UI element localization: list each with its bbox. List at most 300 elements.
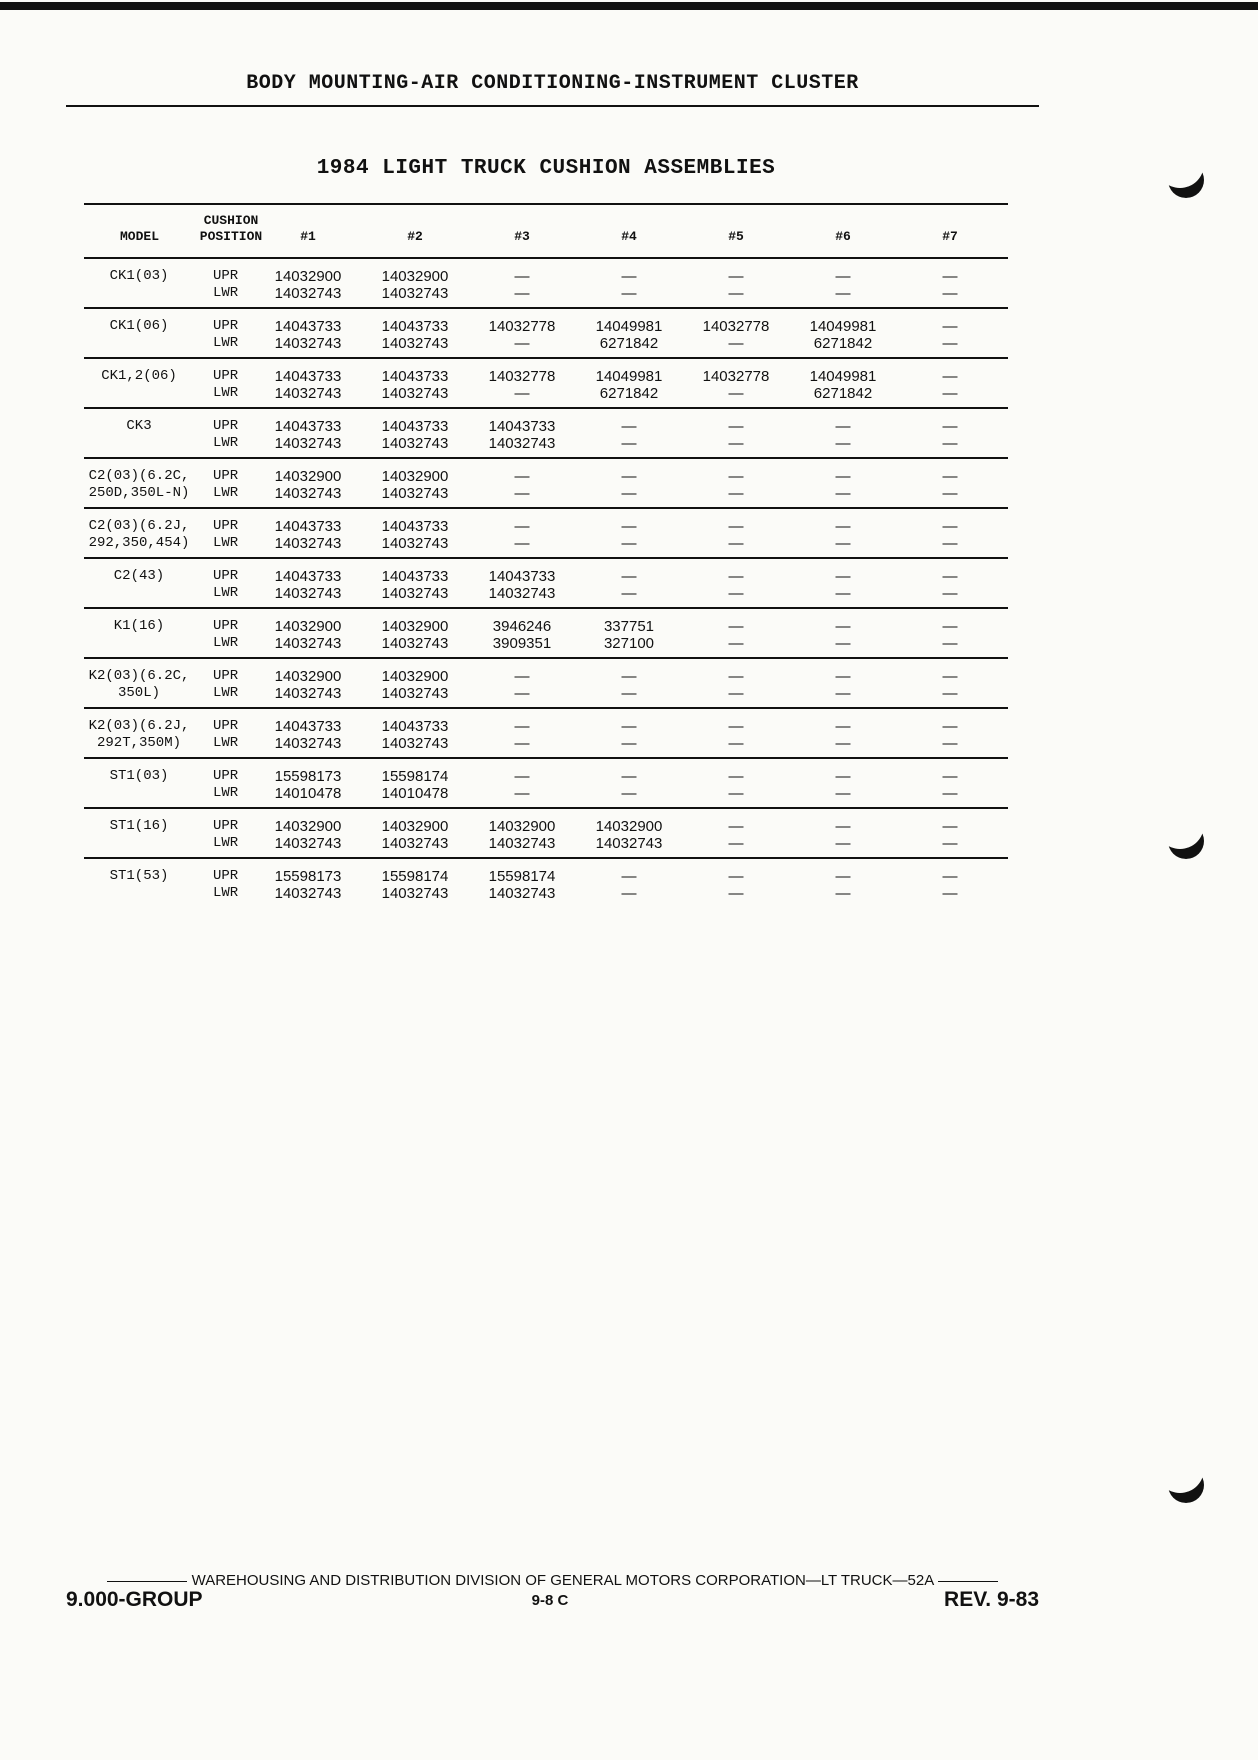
part-cell-col-7 bbox=[902, 468, 998, 502]
dash-value: — bbox=[514, 468, 530, 485]
position-cell bbox=[213, 618, 238, 652]
dash-value: — bbox=[835, 535, 851, 552]
part-number: 14049981 bbox=[595, 318, 663, 335]
part-number: 14032743 bbox=[274, 735, 342, 752]
dash-value: — bbox=[835, 585, 851, 602]
position-line: LWR bbox=[213, 835, 239, 851]
dash-value: — bbox=[728, 685, 744, 702]
part-cell-col-3 bbox=[474, 668, 570, 702]
position-line: UPR bbox=[213, 268, 239, 284]
dash-value: — bbox=[514, 685, 530, 702]
position-line: LWR bbox=[213, 685, 239, 701]
part-cell-col-7 bbox=[902, 718, 998, 752]
model-line: K1(16) bbox=[113, 618, 165, 634]
header-col-6: #6 bbox=[835, 229, 851, 244]
table-row bbox=[84, 359, 1008, 409]
dash-value: — bbox=[621, 285, 637, 302]
dash-value: — bbox=[835, 735, 851, 752]
part-cell-col-3 bbox=[474, 468, 570, 502]
position-line: UPR bbox=[213, 518, 239, 534]
part-cell-col-6 bbox=[795, 718, 891, 752]
part-cell-col-2 bbox=[367, 668, 463, 702]
model-line: C2(03)(6.2J, bbox=[88, 518, 190, 534]
part-cell-col-6 bbox=[795, 518, 891, 552]
part-cell-col-3 bbox=[474, 268, 570, 302]
position-line: UPR bbox=[213, 768, 239, 784]
dash-value: — bbox=[728, 585, 744, 602]
part-cell-col-7 bbox=[902, 518, 998, 552]
dash-value: — bbox=[835, 835, 851, 852]
part-cell-col-5 bbox=[688, 718, 784, 752]
position-line: LWR bbox=[213, 635, 239, 651]
part-cell-col-1 bbox=[260, 618, 356, 652]
dash-value: — bbox=[942, 518, 958, 535]
dash-value: — bbox=[835, 668, 851, 685]
part-cell-col-1 bbox=[260, 318, 356, 352]
dash-value: — bbox=[835, 818, 851, 835]
dash-value: — bbox=[728, 518, 744, 535]
position-line: LWR bbox=[213, 385, 239, 401]
dash-value: — bbox=[835, 435, 851, 452]
position-cell bbox=[213, 718, 238, 752]
part-number: 6271842 bbox=[599, 385, 659, 402]
part-cell-col-5 bbox=[688, 318, 784, 352]
dash-value: — bbox=[621, 518, 637, 535]
part-number: 15598174 bbox=[381, 768, 449, 785]
part-number: 6271842 bbox=[599, 335, 659, 352]
part-cell-col-4 bbox=[581, 368, 677, 402]
part-cell-col-2 bbox=[367, 618, 463, 652]
part-cell-col-7 bbox=[902, 818, 998, 852]
part-cell-col-3 bbox=[474, 418, 570, 452]
part-cell-col-4 bbox=[581, 668, 677, 702]
part-cell-col-7 bbox=[902, 568, 998, 602]
dash-value: — bbox=[621, 685, 637, 702]
dash-value: — bbox=[621, 468, 637, 485]
dash-value: — bbox=[835, 568, 851, 585]
part-number: 14032743 bbox=[595, 835, 663, 852]
part-number: 14049981 bbox=[595, 368, 663, 385]
part-cell-col-7 bbox=[902, 668, 998, 702]
part-number: 14043733 bbox=[274, 418, 342, 435]
position-cell bbox=[213, 518, 238, 552]
part-number: 14032743 bbox=[381, 435, 449, 452]
table-row bbox=[84, 459, 1008, 509]
part-number: 14032743 bbox=[274, 635, 342, 652]
dash-value: — bbox=[942, 268, 958, 285]
part-number: 14032743 bbox=[274, 485, 342, 502]
part-number: 14032743 bbox=[488, 435, 556, 452]
part-cell-col-2 bbox=[367, 518, 463, 552]
dash-value: — bbox=[942, 768, 958, 785]
model-cell bbox=[84, 668, 194, 702]
part-number: 14032900 bbox=[381, 268, 449, 285]
part-cell-col-4 bbox=[581, 268, 677, 302]
part-cell-col-2 bbox=[367, 468, 463, 502]
header-col-2: #2 bbox=[407, 229, 423, 244]
part-cell-col-1 bbox=[260, 518, 356, 552]
dash-value: — bbox=[942, 435, 958, 452]
part-number: 14043733 bbox=[274, 368, 342, 385]
dash-value: — bbox=[514, 285, 530, 302]
part-number: 15598174 bbox=[381, 868, 449, 885]
part-number: 14032743 bbox=[274, 385, 342, 402]
part-cell-col-4 bbox=[581, 718, 677, 752]
dash-value: — bbox=[835, 885, 851, 902]
model-cell bbox=[84, 518, 194, 552]
dash-value: — bbox=[621, 718, 637, 735]
dash-value: — bbox=[942, 635, 958, 652]
footer-division-line bbox=[66, 1572, 1039, 1589]
part-cell-col-3 bbox=[474, 618, 570, 652]
part-number: 14032778 bbox=[488, 318, 556, 335]
position-cell bbox=[213, 318, 238, 352]
part-number: 14032743 bbox=[488, 835, 556, 852]
part-cell-col-3 bbox=[474, 318, 570, 352]
part-number: 14032743 bbox=[274, 335, 342, 352]
dash-value: — bbox=[728, 668, 744, 685]
part-cell-col-2 bbox=[367, 268, 463, 302]
part-cell-col-1 bbox=[260, 568, 356, 602]
part-cell-col-2 bbox=[367, 868, 463, 902]
part-number: 14049981 bbox=[809, 318, 877, 335]
model-line: ST1(53) bbox=[109, 868, 169, 884]
part-number: 14032743 bbox=[381, 335, 449, 352]
part-number: 3909351 bbox=[492, 635, 552, 652]
dash-value: — bbox=[835, 718, 851, 735]
part-cell-col-2 bbox=[367, 318, 463, 352]
dash-value: — bbox=[942, 718, 958, 735]
part-number: 337751 bbox=[603, 618, 655, 635]
part-cell-col-2 bbox=[367, 768, 463, 802]
model-line: K2(03)(6.2C, bbox=[88, 668, 190, 684]
header-col-4: #4 bbox=[621, 229, 637, 244]
part-cell-col-4 bbox=[581, 468, 677, 502]
part-cell-col-6 bbox=[795, 818, 891, 852]
part-cell-col-4 bbox=[581, 818, 677, 852]
part-cell-col-2 bbox=[367, 818, 463, 852]
model-line: CK1(03) bbox=[109, 268, 169, 284]
binder-hole-middle bbox=[1168, 823, 1204, 859]
dash-value: — bbox=[728, 885, 744, 902]
part-number: 14043733 bbox=[488, 418, 556, 435]
table-row bbox=[84, 409, 1008, 459]
table-row bbox=[84, 659, 1008, 709]
part-number: 15598173 bbox=[274, 868, 342, 885]
dash-value: — bbox=[835, 768, 851, 785]
part-cell-col-4 bbox=[581, 568, 677, 602]
top-border bbox=[0, 2, 1258, 10]
dash-value: — bbox=[728, 285, 744, 302]
part-cell-col-3 bbox=[474, 818, 570, 852]
position-line: LWR bbox=[213, 335, 239, 351]
dash-value: — bbox=[835, 468, 851, 485]
part-number: 14032743 bbox=[381, 285, 449, 302]
dash-value: — bbox=[728, 718, 744, 735]
model-line: C2(03)(6.2C, bbox=[88, 468, 190, 484]
part-number: 14032778 bbox=[488, 368, 556, 385]
part-cell-col-7 bbox=[902, 268, 998, 302]
position-cell bbox=[213, 868, 238, 902]
position-line: LWR bbox=[213, 535, 239, 551]
part-cell-col-5 bbox=[688, 868, 784, 902]
part-number: 14032743 bbox=[381, 885, 449, 902]
part-number: 14032743 bbox=[381, 385, 449, 402]
part-number: 6271842 bbox=[813, 385, 873, 402]
part-cell-col-3 bbox=[474, 868, 570, 902]
position-line: UPR bbox=[213, 418, 239, 434]
part-cell-col-3 bbox=[474, 518, 570, 552]
part-number: 14032743 bbox=[274, 835, 342, 852]
model-cell bbox=[84, 468, 194, 502]
model-line: CK3 bbox=[126, 418, 152, 434]
dash-value: — bbox=[728, 635, 744, 652]
part-cell-col-1 bbox=[260, 718, 356, 752]
header-model: MODEL bbox=[120, 229, 160, 244]
model-cell bbox=[84, 718, 194, 752]
part-number: 15598174 bbox=[488, 868, 556, 885]
position-line: UPR bbox=[213, 568, 239, 584]
footer-rule-right bbox=[938, 1581, 998, 1582]
dash-value: — bbox=[621, 668, 637, 685]
part-cell-col-7 bbox=[902, 418, 998, 452]
model-line: ST1(03) bbox=[109, 768, 169, 784]
dash-value: — bbox=[728, 485, 744, 502]
dash-value: — bbox=[942, 485, 958, 502]
part-cell-col-1 bbox=[260, 468, 356, 502]
part-cell-col-4 bbox=[581, 868, 677, 902]
part-number: 14032900 bbox=[274, 818, 342, 835]
dash-value: — bbox=[728, 418, 744, 435]
dash-value: — bbox=[835, 685, 851, 702]
part-number: 15598173 bbox=[274, 768, 342, 785]
model-line: K2(03)(6.2J, bbox=[88, 718, 190, 734]
part-cell-col-2 bbox=[367, 418, 463, 452]
part-cell-col-1 bbox=[260, 768, 356, 802]
dash-value: — bbox=[835, 485, 851, 502]
dash-value: — bbox=[942, 735, 958, 752]
part-number: 14032743 bbox=[381, 685, 449, 702]
part-number: 14032743 bbox=[274, 435, 342, 452]
table-row bbox=[84, 809, 1008, 859]
dash-value: — bbox=[621, 485, 637, 502]
part-cell-col-7 bbox=[902, 868, 998, 902]
table-row bbox=[84, 859, 1008, 907]
section-title: BODY MOUNTING-AIR CONDITIONING-INSTRUMENT CLUSTER bbox=[246, 72, 859, 95]
part-number: 14032743 bbox=[381, 535, 449, 552]
part-cell-col-6 bbox=[795, 568, 891, 602]
dash-value: — bbox=[728, 335, 744, 352]
part-cell-col-6 bbox=[795, 668, 891, 702]
position-line: LWR bbox=[213, 885, 239, 901]
part-cell-col-5 bbox=[688, 418, 784, 452]
dash-value: — bbox=[835, 635, 851, 652]
binder-hole-bottom bbox=[1168, 1467, 1204, 1503]
part-number: 14032743 bbox=[274, 585, 342, 602]
dash-value: — bbox=[728, 568, 744, 585]
dash-value: — bbox=[835, 785, 851, 802]
dash-value: — bbox=[728, 835, 744, 852]
dash-value: — bbox=[942, 685, 958, 702]
part-cell-col-6 bbox=[795, 368, 891, 402]
part-cell-col-2 bbox=[367, 718, 463, 752]
dash-value: — bbox=[728, 868, 744, 885]
part-number: 14032900 bbox=[274, 618, 342, 635]
dash-value: — bbox=[942, 468, 958, 485]
header-col-1: #1 bbox=[300, 229, 316, 244]
dash-value: — bbox=[514, 535, 530, 552]
position-cell bbox=[213, 568, 238, 602]
part-cell-col-2 bbox=[367, 368, 463, 402]
model-cell bbox=[84, 818, 194, 835]
cushion-table bbox=[84, 203, 1008, 907]
part-cell-col-5 bbox=[688, 818, 784, 852]
part-number: 14032743 bbox=[274, 285, 342, 302]
part-number: 14032743 bbox=[381, 585, 449, 602]
dash-value: — bbox=[621, 868, 637, 885]
dash-value: — bbox=[514, 268, 530, 285]
model-line: ST1(16) bbox=[109, 818, 169, 834]
table-row bbox=[84, 709, 1008, 759]
dash-value: — bbox=[835, 285, 851, 302]
part-cell-col-6 bbox=[795, 868, 891, 902]
table-row bbox=[84, 509, 1008, 559]
model-cell bbox=[84, 568, 194, 585]
part-number: 14032743 bbox=[488, 585, 556, 602]
part-cell-col-6 bbox=[795, 768, 891, 802]
dash-value: — bbox=[621, 785, 637, 802]
position-line: LWR bbox=[213, 435, 239, 451]
part-number: 14032743 bbox=[381, 735, 449, 752]
part-cell-col-3 bbox=[474, 568, 570, 602]
part-number: 14043733 bbox=[381, 518, 449, 535]
dash-value: — bbox=[942, 418, 958, 435]
model-cell bbox=[84, 318, 194, 335]
dash-value: — bbox=[514, 735, 530, 752]
part-cell-col-1 bbox=[260, 668, 356, 702]
part-cell-col-1 bbox=[260, 868, 356, 902]
part-cell-col-5 bbox=[688, 668, 784, 702]
dash-value: — bbox=[621, 585, 637, 602]
dash-value: — bbox=[728, 735, 744, 752]
dash-value: — bbox=[942, 535, 958, 552]
part-cell-col-1 bbox=[260, 368, 356, 402]
part-number: 14032743 bbox=[381, 835, 449, 852]
position-line: UPR bbox=[213, 368, 239, 384]
part-cell-col-4 bbox=[581, 618, 677, 652]
dash-value: — bbox=[514, 785, 530, 802]
dash-value: — bbox=[621, 735, 637, 752]
dash-value: — bbox=[514, 385, 530, 402]
part-number: 14043733 bbox=[274, 318, 342, 335]
table-row bbox=[84, 609, 1008, 659]
position-line: LWR bbox=[213, 285, 239, 301]
footer-revision: REV. 9-83 bbox=[944, 1588, 1039, 1611]
part-number: 14043733 bbox=[274, 518, 342, 535]
dash-value: — bbox=[942, 785, 958, 802]
part-cell-col-3 bbox=[474, 368, 570, 402]
dash-value: — bbox=[728, 385, 744, 402]
dash-value: — bbox=[621, 435, 637, 452]
position-line: LWR bbox=[213, 785, 239, 801]
position-line: LWR bbox=[213, 485, 239, 501]
part-number: 6271842 bbox=[813, 335, 873, 352]
binder-hole-top bbox=[1168, 162, 1204, 198]
part-cell-col-5 bbox=[688, 618, 784, 652]
footer-page-number: 9-8 C bbox=[531, 1592, 569, 1609]
dash-value: — bbox=[621, 885, 637, 902]
dash-value: — bbox=[728, 618, 744, 635]
part-number: 327100 bbox=[603, 635, 655, 652]
dash-value: — bbox=[728, 268, 744, 285]
position-line: UPR bbox=[213, 868, 239, 884]
part-number: 14032900 bbox=[274, 668, 342, 685]
dash-value: — bbox=[514, 485, 530, 502]
model-cell bbox=[84, 268, 194, 285]
header-position: POSITION bbox=[199, 229, 263, 244]
part-number: 14049981 bbox=[809, 368, 877, 385]
dash-value: — bbox=[621, 418, 637, 435]
part-number: 14043733 bbox=[381, 368, 449, 385]
dash-value: — bbox=[621, 768, 637, 785]
part-cell-col-5 bbox=[688, 568, 784, 602]
dash-value: — bbox=[942, 568, 958, 585]
part-cell-col-2 bbox=[367, 568, 463, 602]
part-cell-col-6 bbox=[795, 468, 891, 502]
dash-value: — bbox=[621, 268, 637, 285]
part-number: 14032743 bbox=[381, 635, 449, 652]
part-number: 14032900 bbox=[595, 818, 663, 835]
part-number: 14043733 bbox=[381, 568, 449, 585]
part-cell-col-6 bbox=[795, 418, 891, 452]
dash-value: — bbox=[942, 885, 958, 902]
title-rule bbox=[66, 105, 1039, 107]
part-cell-col-5 bbox=[688, 268, 784, 302]
part-cell-col-3 bbox=[474, 718, 570, 752]
dash-value: — bbox=[942, 818, 958, 835]
part-number: 14032743 bbox=[381, 485, 449, 502]
part-cell-col-6 bbox=[795, 268, 891, 302]
position-cell bbox=[213, 418, 238, 452]
part-number: 14032743 bbox=[274, 885, 342, 902]
dash-value: — bbox=[728, 535, 744, 552]
part-number: 14043733 bbox=[488, 568, 556, 585]
model-line: CK1(06) bbox=[109, 318, 169, 334]
footer-rule-left bbox=[107, 1581, 187, 1582]
part-cell-col-5 bbox=[688, 368, 784, 402]
dash-value: — bbox=[942, 835, 958, 852]
part-cell-col-4 bbox=[581, 518, 677, 552]
part-cell-col-7 bbox=[902, 368, 998, 402]
part-number: 14032900 bbox=[274, 268, 342, 285]
part-number: 14032743 bbox=[274, 535, 342, 552]
dash-value: — bbox=[728, 435, 744, 452]
header-col-5: #5 bbox=[728, 229, 744, 244]
header-cushion: CUSHION bbox=[203, 213, 259, 228]
dash-value: — bbox=[835, 268, 851, 285]
dash-value: — bbox=[514, 718, 530, 735]
part-number: 14032778 bbox=[702, 318, 770, 335]
part-number: 14032900 bbox=[381, 618, 449, 635]
dash-value: — bbox=[942, 335, 958, 352]
model-cell bbox=[84, 768, 194, 785]
dash-value: — bbox=[728, 818, 744, 835]
part-cell-col-3 bbox=[474, 768, 570, 802]
dash-value: — bbox=[835, 418, 851, 435]
table-row bbox=[84, 759, 1008, 809]
part-cell-col-6 bbox=[795, 618, 891, 652]
dash-value: — bbox=[942, 668, 958, 685]
